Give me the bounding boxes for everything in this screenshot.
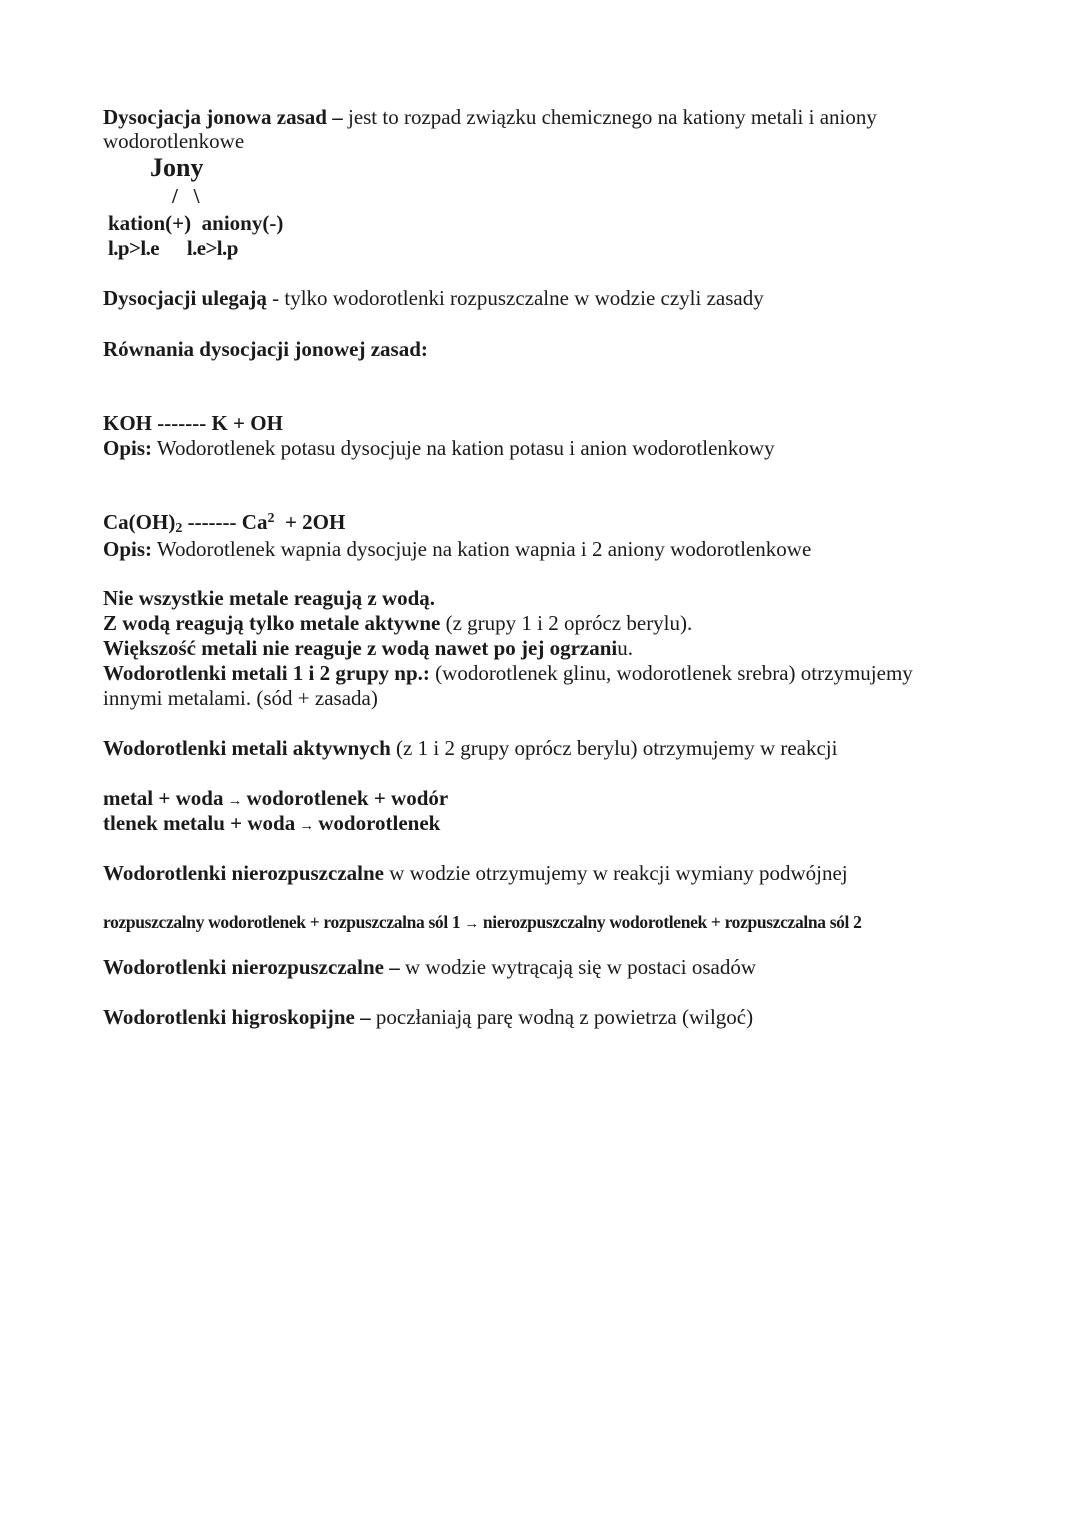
reaction-1	[103, 786, 448, 811]
hygroscopic-definition	[103, 1005, 753, 1030]
t: (z 1 i 2 grupy oprócz berylu) otrzymujemy w reakcji	[390, 736, 838, 760]
insoluble-note	[103, 861, 848, 886]
t: tlenek metalu + woda	[103, 811, 296, 835]
arrow-icon: →	[299, 818, 315, 834]
b: Wodorotlenki higroskopijne –	[103, 1005, 371, 1029]
metals-note-1: Nie wszystkie metale reagują z wodą.	[103, 586, 436, 610]
b: Wodorotlenki metali 1 i 2 grupy np.:	[103, 661, 430, 685]
definition-line	[103, 105, 877, 130]
t: w wodzie otrzymujemy w reakcji wymiany podwójnej	[383, 861, 848, 885]
ions-heading: Jony	[150, 153, 204, 182]
term: Dysocjacji ulegają	[103, 286, 267, 310]
b: Wodorotlenki nierozpuszczalne	[103, 861, 384, 885]
arrow-icon: →	[227, 793, 243, 809]
superscript: 2	[267, 511, 275, 526]
equations-heading: Równania dysocjacji jonowej zasad:	[103, 337, 428, 361]
definition: jest to rozpad związku chemicznego na kationy metali i aniony	[342, 105, 877, 129]
t: wodorotlenek + wodór	[246, 786, 449, 810]
ion-rules: l.p>l.e l.e>l.p	[108, 236, 238, 260]
metals-note-4	[103, 661, 913, 686]
active-metals-note	[103, 736, 837, 761]
b: Wodorotlenki nierozpuszczalne –	[103, 955, 400, 979]
text: Wodorotlenek potasu dysocjuje na kation potasu i anion wodorotlenkowy	[152, 436, 775, 460]
tree-branches: / \	[172, 184, 200, 208]
equation-koh: KOH ------- K + OH	[103, 411, 283, 435]
description-caoh2	[103, 537, 811, 562]
term: Dysocjacja jonowa zasad –	[103, 105, 343, 129]
t: ------- Ca	[182, 510, 268, 534]
metals-note-3	[103, 636, 633, 661]
t: rozpuszczalny wodorotlenek + rozpuszczalna sól 1	[103, 912, 461, 932]
reaction-2	[103, 811, 440, 836]
dissociation-note	[103, 286, 764, 311]
metals-note-2	[103, 611, 692, 636]
t: w wodzie wytrącają się w postaci osadów	[399, 955, 757, 979]
t: u.	[617, 636, 633, 660]
description-koh	[103, 436, 775, 461]
metals-note-4-cont: innymi metalami. (sód + zasada)	[103, 686, 378, 710]
t: (wodorotlenek glinu, wodorotlenek srebra) otrzymujemy	[429, 661, 913, 685]
ion-types: kation(+) aniony(-)	[108, 211, 284, 235]
reaction-3	[103, 910, 862, 935]
t: poczłaniają parę wodną z powietrza (wilgoć)	[370, 1005, 754, 1029]
text: - tylko wodorotlenki rozpuszczalne w wodzie czyli zasady	[266, 286, 764, 310]
equation-caoh2	[103, 510, 345, 535]
text: Wodorotlenek wapnia dysocjuje na kation wapnia i 2 aniony wodorotlenkowe	[152, 537, 812, 561]
t: Ca(OH)	[103, 510, 176, 534]
t: nierozpuszczalny wodorotlenek + rozpuszczalna sól 2	[482, 912, 862, 932]
arrow-icon: →	[464, 916, 479, 932]
t: wodorotlenek	[318, 811, 441, 835]
t: (z grupy 1 i 2 oprócz berylu).	[440, 611, 693, 635]
b: Z wodą reagują tylko metale aktywne	[103, 611, 441, 635]
definition-cont: wodorotlenkowe	[103, 129, 245, 153]
b: Wodorotlenki metali aktywnych	[103, 736, 391, 760]
subscript: 2	[175, 521, 183, 536]
t: + 2OH	[274, 510, 346, 534]
label: Opis:	[103, 537, 153, 561]
insoluble-definition	[103, 955, 756, 980]
label: Opis:	[103, 436, 153, 460]
t: metal + woda	[103, 786, 224, 810]
b: Większość metali nie reaguje z wodą nawet po jej ogrzani	[103, 636, 618, 660]
